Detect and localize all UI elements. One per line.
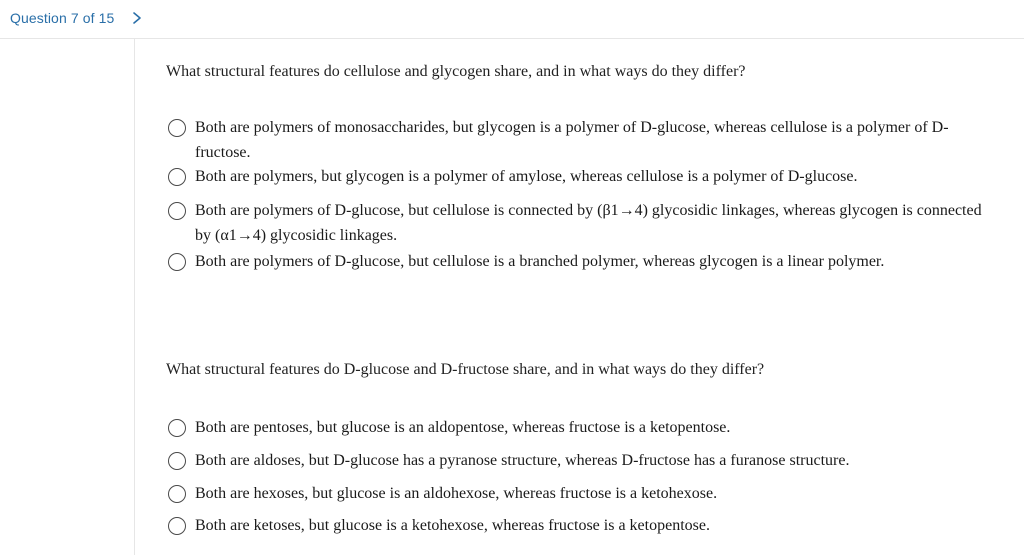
question-1 (166, 62, 986, 82)
question-counter: Question 7 of 15 (10, 10, 115, 26)
radio-button[interactable] (168, 452, 186, 470)
option-label: Both are polymers of D-glucose, but cellulose is a branched polymer, whereas glycogen is a linear polymer. (195, 253, 885, 270)
question-2 (166, 360, 986, 380)
option-label: Both are ketoses, but glucose is a ketohexose, whereas fructose is a ketopentose. (195, 517, 710, 534)
option-label: Both are polymers of D-glucose, but cellulose is connected by (β1→4) glycosidic linkages, whereas glycogen is connected by (α1→4) glycosidic linkages. (195, 202, 982, 244)
radio-button[interactable] (168, 202, 186, 220)
question-prompt: What structural features do cellulose and glycogen share, and in what ways do they differ? (166, 63, 746, 80)
option-label: Both are hexoses, but glucose is an aldohexose, whereas fructose is a ketohexose. (195, 485, 718, 502)
option-label: Both are polymers, but glycogen is a polymer of amylose, whereas cellulose is a polymer of D-glucose. (195, 168, 858, 185)
radio-button[interactable] (168, 485, 186, 503)
radio-button[interactable] (168, 253, 186, 271)
option-label: Both are aldoses, but D-glucose has a pyranose structure, whereas D-fructose has a furanose structure. (195, 452, 850, 469)
question-prompt: What structural features do D-glucose and D-fructose share, and in what ways do they differ? (166, 361, 765, 378)
option-label: Both are pentoses, but glucose is an aldopentose, whereas fructose is a ketopentose. (195, 419, 731, 436)
chevron-right-icon[interactable] (130, 8, 144, 28)
radio-button[interactable] (168, 419, 186, 437)
top-bar (0, 0, 1024, 39)
radio-button[interactable] (168, 119, 186, 137)
left-panel-divider (134, 38, 135, 555)
radio-button[interactable] (168, 517, 186, 535)
option-label: Both are polymers of monosaccharides, but glycogen is a polymer of D-glucose, whereas cellulose is a polymer of D-fructose. (195, 119, 949, 161)
radio-button[interactable] (168, 168, 186, 186)
